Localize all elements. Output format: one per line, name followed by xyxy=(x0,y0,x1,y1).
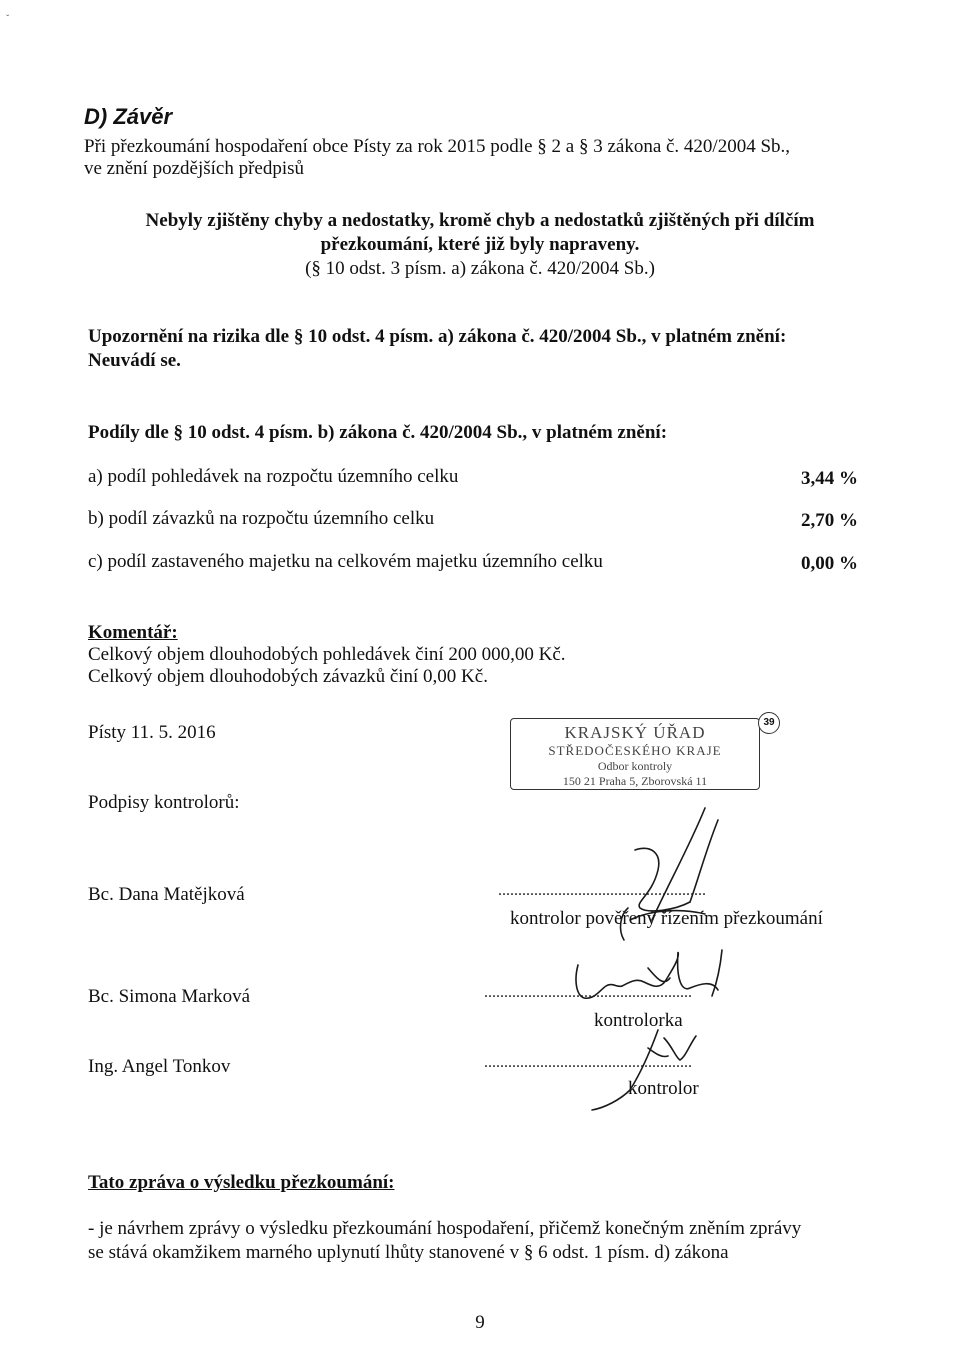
report-title: Tato zpráva o výsledku přezkoumání: xyxy=(88,1172,395,1193)
signatory-role-3: kontrolor xyxy=(628,1078,699,1099)
report-line-2: se stává okamžikem marného uplynutí lhůty stanovené v § 6 odst. 1 písm. d) zákona xyxy=(88,1242,729,1263)
intro-line-1: Při přezkoumání hospodaření obce Písty za rok 2015 podle § 2 a § 3 zákona č. 420/2004 Sb., xyxy=(84,136,791,157)
report-line-1: - je návrhem zprávy o výsledku přezkoumání hospodaření, přičemž konečným zněním zprávy xyxy=(88,1218,802,1239)
share-label-a: a) podíl pohledávek na rozpočtu územního celku xyxy=(88,466,459,487)
stamp-line-2: STŘEDOČESKÉHO KRAJE xyxy=(548,743,722,758)
signatory-role-1: kontrolor pověřený řízením přezkoumání xyxy=(510,908,823,929)
signatory-name-2: Bc. Simona Marková xyxy=(88,986,251,1007)
signature-1-stroke xyxy=(652,808,705,920)
stamp-line-4: 150 21 Praha 5, Zborovská 11 xyxy=(562,774,708,788)
place-date: Písty 11. 5. 2016 xyxy=(88,722,216,743)
risks-title: Upozornění na rizika dle § 10 odst. 4 písm. a) zákona č. 420/2004 Sb., v platném znění: xyxy=(88,326,787,347)
share-value-c: 0,00 % xyxy=(801,553,858,574)
office-stamp xyxy=(510,718,760,790)
handwritten-signatures xyxy=(540,790,800,1120)
signatory-name-1: Bc. Dana Matějková xyxy=(88,884,245,905)
scan-mark: ˇ xyxy=(6,14,10,25)
risks-value: Neuvádí se. xyxy=(88,350,181,371)
intro-line-2: ve znění pozdějších předpisů xyxy=(84,158,305,179)
page-number: 9 xyxy=(475,1312,485,1333)
share-value-b: 2,70 % xyxy=(801,510,858,531)
shares-title: Podíly dle § 10 odst. 4 písm. b) zákona č. 420/2004 Sb., v platném znění: xyxy=(88,422,668,443)
signature-line-3: .................................................... xyxy=(484,1054,692,1071)
signatory-role-2: kontrolorka xyxy=(594,1010,683,1031)
comment-line-1: Celkový objem dlouhodobých pohledávek činí 200 000,00 Kč. xyxy=(88,644,566,665)
share-label-b: b) podíl závazků na rozpočtu územního celku xyxy=(88,508,435,529)
comment-line-2: Celkový objem dlouhodobých závazků činí 0,00 Kč. xyxy=(88,666,488,687)
comment-title: Komentář: xyxy=(88,622,178,643)
share-value-a: 3,44 % xyxy=(801,468,858,489)
stamp-line-1: KRAJSKÝ ÚŘAD xyxy=(564,723,706,742)
signature-line-2: .................................................... xyxy=(484,984,692,1001)
stamp-number-badge: 39 xyxy=(758,712,780,734)
findings-line-1: Nebyly zjištěny chyby a nedostatky, kromě chyb a nedostatků zjištěných při dílčím xyxy=(145,210,815,231)
findings-line-2: přezkoumání, které již byly napraveny. xyxy=(320,234,640,255)
stamp-line-3: Odbor kontroly xyxy=(597,759,673,773)
share-label-c: c) podíl zastaveného majetku na celkovém majetku územního celku xyxy=(88,551,603,572)
signatures-label: Podpisy kontrolorů: xyxy=(88,792,240,813)
signature-line-1: .................................................... xyxy=(498,882,706,899)
section-heading: D) Závěr xyxy=(84,104,173,129)
signatory-name-3: Ing. Angel Tonkov xyxy=(88,1056,231,1077)
findings-reference: (§ 10 odst. 3 písm. a) zákona č. 420/2004 Sb.) xyxy=(305,258,655,279)
